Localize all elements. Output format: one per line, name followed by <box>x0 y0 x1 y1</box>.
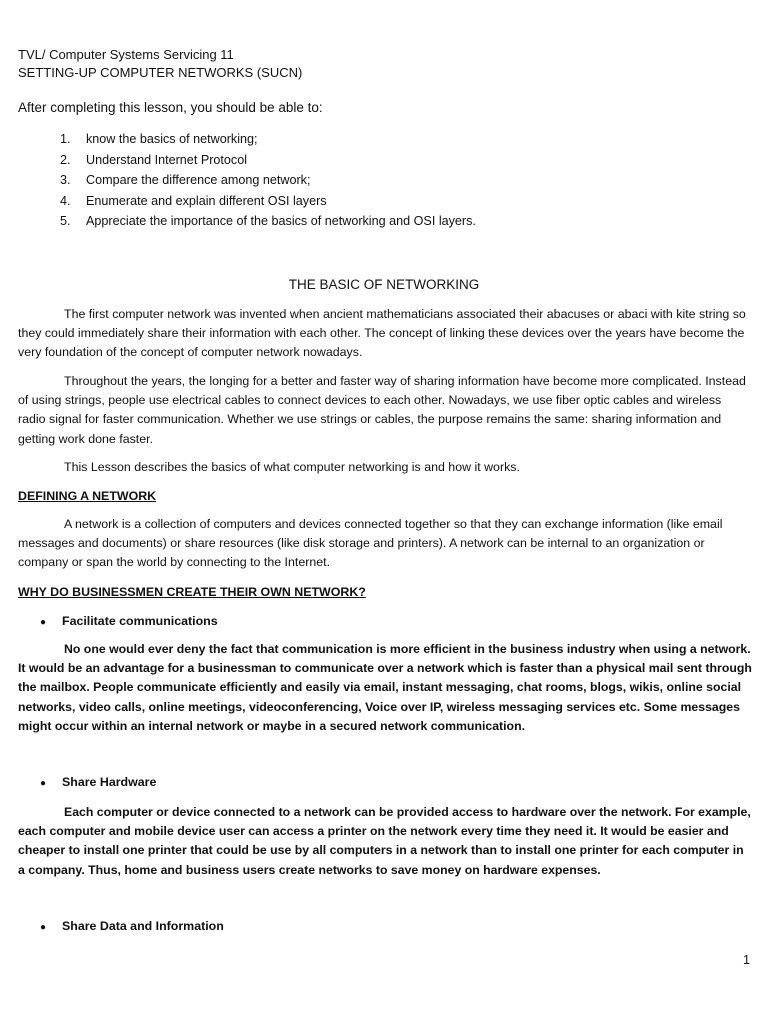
bullet-label: Share Data and Information <box>62 919 224 933</box>
bullet-label: Facilitate communications <box>62 614 218 628</box>
list-number: 2. <box>60 152 71 167</box>
list-item <box>60 129 476 150</box>
list-item <box>60 191 476 212</box>
list-text: Appreciate the importance of the basics of networking and OSI layers. <box>86 214 476 228</box>
list-number: 1. <box>60 132 71 146</box>
intro-text: After completing this lesson, you should be able to: <box>18 100 323 115</box>
list-item <box>60 150 476 171</box>
bullet-icon: ● <box>40 617 47 628</box>
bullet-icon: ● <box>40 778 47 789</box>
heading-defining-network: DEFINING A NETWORK <box>18 489 157 503</box>
bullet-icon: ● <box>40 922 47 933</box>
bullet-share-hardware <box>40 774 156 792</box>
section-title: THE BASIC OF NETWORKING <box>288 277 480 292</box>
paragraph-history: The first computer network was invented when ancient mathematicians associated their abacuses or abaci with kite string so they could immediately share their information with each other. The concept of linking these devices over the years have become the very foundation of the concept of computer network nowadays. <box>18 307 746 360</box>
list-number: 4. <box>60 193 71 208</box>
list-item <box>60 211 476 232</box>
list-text: Enumerate and explain different OSI layers <box>86 193 327 208</box>
bullet-share-data <box>40 918 224 936</box>
list-text: know the basics of networking; <box>86 132 258 146</box>
list-text: Understand Internet Protocol <box>86 152 248 167</box>
paragraph-communications: No one would ever deny the fact that communication is more efficient in the business industry when using a network. It would be an advantage for a businessman to communicate over a network which is faster than a physical mail sent through the mailbox. People communicate efficiently and easily via email, instant messaging, chat rooms, blogs, wikis, online social networks, video calls, online meetings, videoconferencing, Voice over IP, wireless messaging services etc. Some messages might occur within an internal network or maybe in a secured network communication. <box>18 642 752 733</box>
bullet-label: Share Hardware <box>62 775 157 789</box>
list-number: 3. <box>60 173 71 187</box>
paragraph-evolution: Throughout the years, the longing for a better and faster way of sharing information have become more complicated. Instead of using strings, people use electrical cables to connect devices to each other. Nowadays, we use fiber optic cables and wireless radio signal for faster communication. Whether we use strings or cables, the purpose remains the same: sharing information and getting work done faster. <box>18 374 746 446</box>
paragraph-lesson: This Lesson describes the basics of what computer networking is and how it works. <box>64 460 520 474</box>
objectives-list <box>60 129 476 232</box>
bullet-facilitate-communications <box>40 613 218 631</box>
paragraph-hardware: Each computer or device connected to a network can be provided access to hardware over the network. For example, each computer and mobile device user can access a printer on the network every time they need it. It would be easier and cheaper to install one printer that could be use by all computers in a network than to install one printer for each computer in a company. Thus, home and business users create networks to save money on hardware expenses. <box>18 805 751 877</box>
module-title: SETTING-UP COMPUTER NETWORKS (SUCN) <box>18 65 303 80</box>
page-number: 1 <box>743 953 750 967</box>
list-item <box>60 170 476 191</box>
paragraph-definition: A network is a collection of computers and devices connected together so that they can exchange information (like email messages and documents) or share resources (like disk storage and printers). A network can be internal to an organization or company or span the world by connecting to the Internet. <box>18 517 723 570</box>
list-text: Compare the difference among network; <box>86 173 311 187</box>
list-number: 5. <box>60 214 71 228</box>
course-title: TVL/ Computer Systems Servicing 11 <box>18 47 234 62</box>
heading-why-businessmen: WHY DO BUSINESSMEN CREATE THEIR OWN NETWORK? <box>18 585 366 599</box>
